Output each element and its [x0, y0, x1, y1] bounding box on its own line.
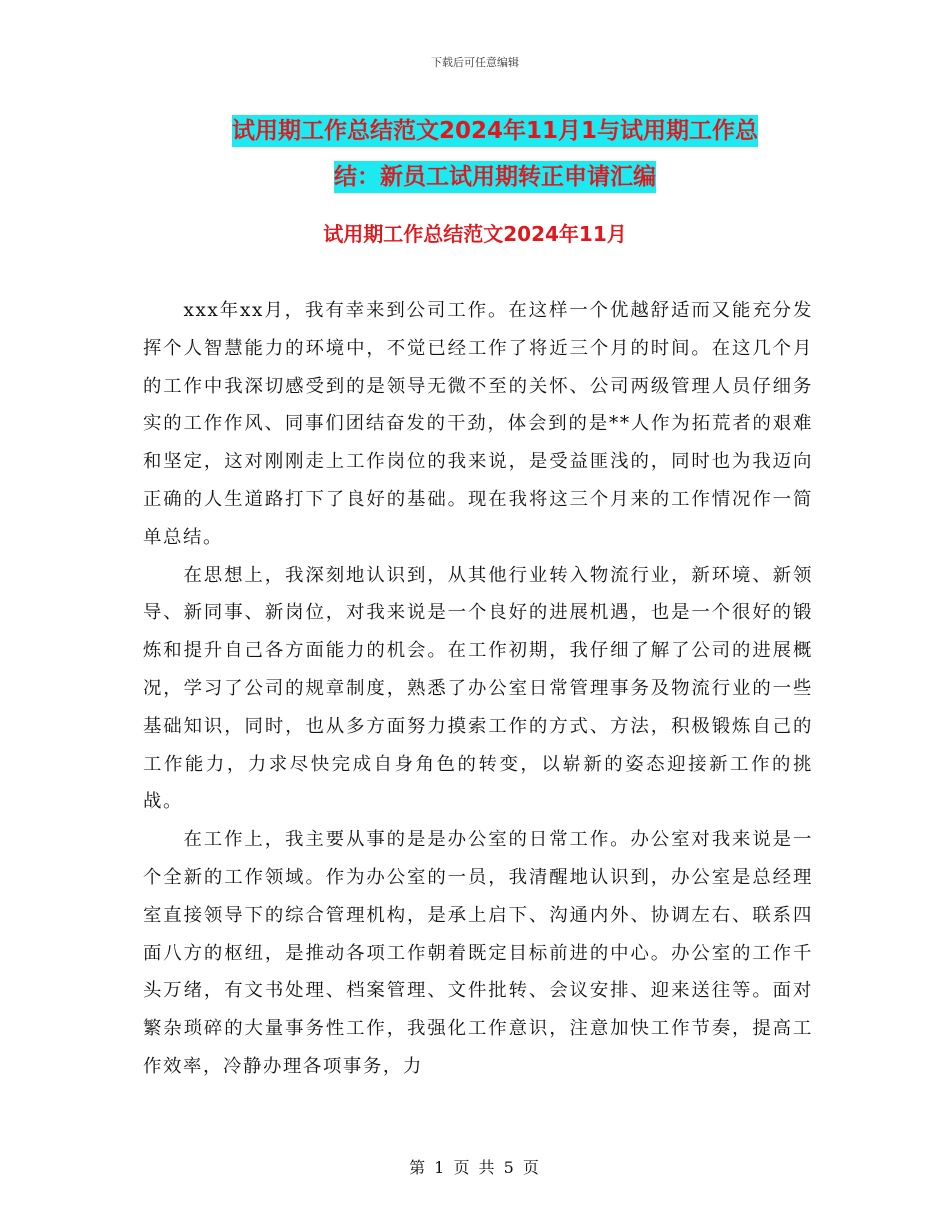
paragraph-thought: 在思想上，我深刻地认识到，从其他行业转入物流行业，新环境、新领导、新同事、新岗位，对我来说是一个良好的进展机遇，也是一个很好的锻炼和提升自己各方面能力的机会。在工作初期，我仔细了解了公司的进展概况，学习了公司的规章制度，熟悉了办公室日常管理事务及物流行业的一些基础知识，同时，也从多方面努力摸索工作的方式、方法，积极锻炼自己的工作能力，力求尽快完成自身角色的转变，以崭新的姿态迎接新工作的挑战。 [143, 564, 813, 813]
document-body [143, 292, 813, 1086]
page-number: 第 1 页 共 5 页 [409, 1158, 541, 1177]
paragraph-work: 在工作上，我主要从事的是是办公室的日常工作。办公室对我来说是一个全新的工作领域。作为办公室的一员，我清醒地认识到，办公室是总经理室直接领导下的综合管理机构，是承上启下、沟通内外、协调左右、联系四面八方的枢纽，是推动各项工作朝着既定目标前进的中心。办公室的工作千头万绪，有文书处理、档案管理、文件批转、会议安排、迎来送往等。面对繁杂琐碎的大量事务性工作，我强化工作意识，注意加快工作节奏，提高工作效率，冷静办理各项事务，力 [143, 829, 813, 1077]
document-title [150, 108, 840, 200]
paragraph-intro: xxx年xx月，我有幸来到公司工作。在这样一个优越舒适而又能充分发挥个人智慧能力的环境中，不觉已经工作了将近三个月的时间。在这几个月的工作中我深切感受到的是领导无微不至的关怀、公司两级管理人员仔细务实的工作作风、同事们团结奋发的干劲，体会到的是**人作为拓荒者的艰难和坚定，这对刚刚走上工作岗位的我来说，是受益匪浅的，同时也为我迈向正确的人生道路打下了良好的基础。现在我将这三个月来的工作情况作一简单总结。 [143, 300, 813, 548]
document-title-line-1: 试用期工作总结范文2024年11月1与试用期工作总 [232, 115, 758, 147]
document-title-line-2: 结：新员工试用期转正申请汇编 [334, 161, 656, 193]
page-header-note: 下载后可任意编辑 [431, 56, 519, 69]
section-title: 试用期工作总结范文2024年11月 [323, 222, 627, 246]
